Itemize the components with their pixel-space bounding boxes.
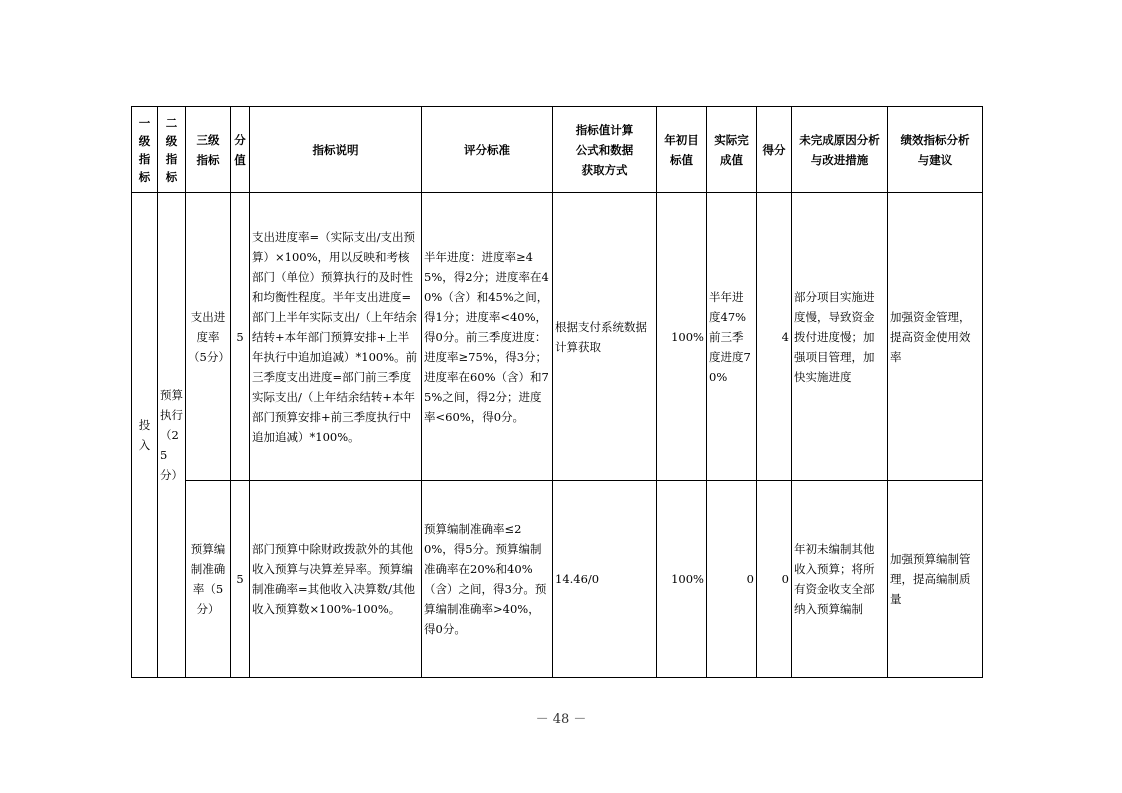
- header-level2: 二 级 指 标: [158, 107, 186, 193]
- header-formula: 指标值计算 公式和数据 获取方式: [553, 107, 657, 193]
- cell-actual: 0: [707, 481, 757, 678]
- cell-description: 部门预算中除财政拨款外的其他收入预算与决算差异率。预算编制准确率=其他收入决算数/其他收入预算数×100%-100%。: [250, 481, 422, 678]
- header-score: 得分: [757, 107, 792, 193]
- cell-score-value: 5: [231, 481, 250, 678]
- cell-level2: 预算执行（25分）: [158, 193, 186, 678]
- cell-level3: 预算编制准确率（5分）: [186, 481, 231, 678]
- header-actual: 实际完 成值: [707, 107, 757, 193]
- header-row: [132, 107, 983, 193]
- header-score-value: 分 值: [231, 107, 250, 193]
- cell-formula: 14.46/0: [553, 481, 657, 678]
- cell-reason: 年初未编制其他收入预算；将所有资金收支全部纳入预算编制: [792, 481, 888, 678]
- header-advice: 绩效指标分析 与建议: [888, 107, 983, 193]
- header-reason: 未完成原因分析 与改进措施: [792, 107, 888, 193]
- header-target: 年初目 标值: [657, 107, 707, 193]
- header-criteria: 评分标准: [422, 107, 553, 193]
- cell-description: 支出进度率=（实际支出/支出预算）×100%，用以反映和考核部门（单位）预算执行的及时性和均衡性程度。半年支出进度=部门上半年实际支出/（上年结余结转+本年部门预算安排+上半年执行中追加追减）*100%。前三季度支出进度=部门前三季度实际支出/（上年结余结转+本年部门预算安排+前三季度执行中追加追减）*100%。: [250, 193, 422, 481]
- cell-score: 0: [757, 481, 792, 678]
- table-row: [132, 481, 983, 678]
- header-level3: 三级 指标: [186, 107, 231, 193]
- cell-target: 100%: [657, 193, 707, 481]
- cell-score-value: 5: [231, 193, 250, 481]
- cell-score: 4: [757, 193, 792, 481]
- cell-formula: 根据支付系统数据计算获取: [553, 193, 657, 481]
- cell-actual: 半年进度47%前三季度进度70%: [707, 193, 757, 481]
- header-description: 指标说明: [250, 107, 422, 193]
- cell-criteria: 半年进度：进度率≥45%，得2分；进度率在40%（含）和45%之间，得1分；进度率<40%，得0分。前三季度进度：进度率≥75%，得3分；进度率在60%（含）和75%之间，得2分；进度率<60%，得0分。: [422, 193, 553, 481]
- cell-level3: 支出进度率（5分）: [186, 193, 231, 481]
- cell-reason: 部分项目实施进度慢，导致资金拨付进度慢；加强项目管理，加快实施进度: [792, 193, 888, 481]
- cell-advice: 加强预算编制管理，提高编制质量: [888, 481, 983, 678]
- table-row: [132, 193, 983, 481]
- cell-advice: 加强资金管理，提高资金使用效率: [888, 193, 983, 481]
- cell-criteria: 预算编制准确率≤20%，得5分。预算编制准确率在20%和40%（含）之间，得3分。预算编制准确率>40%，得0分。: [422, 481, 553, 678]
- cell-level1: 投入: [132, 193, 158, 678]
- header-level1: 一 级 指 标: [132, 107, 158, 193]
- page-number: － 48 －: [535, 712, 587, 727]
- cell-target: 100%: [657, 481, 707, 678]
- performance-table: [131, 106, 983, 678]
